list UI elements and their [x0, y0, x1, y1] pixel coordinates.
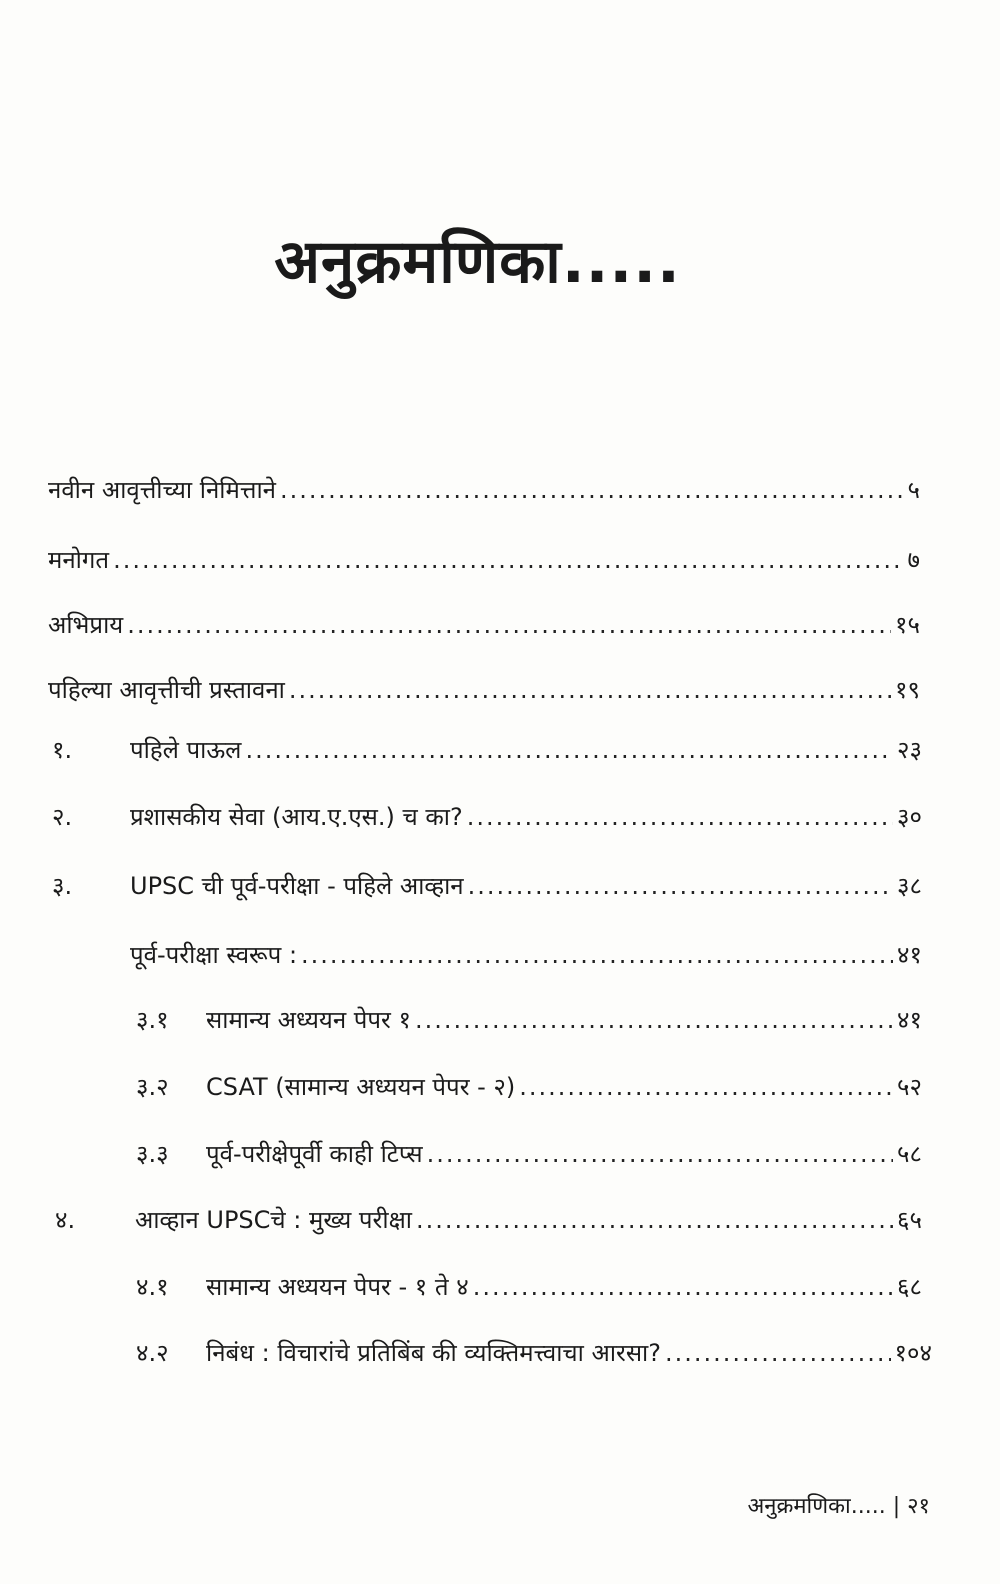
toc-entry-label: पहिले पाऊल	[130, 736, 242, 764]
toc-leader-dots	[519, 1067, 893, 1107]
toc-entry-number: ३.१	[136, 1006, 169, 1034]
toc-leader-dots	[416, 1200, 893, 1240]
toc-entry-page: २३	[897, 736, 922, 764]
toc-leader-dots	[427, 1134, 893, 1174]
toc-entry-page: ६८	[897, 1273, 922, 1301]
toc-leader-dots	[289, 670, 891, 710]
toc-entry-number: १.	[52, 736, 73, 764]
toc-leader-dots	[127, 605, 891, 645]
toc-entry[interactable]	[136, 1000, 922, 1040]
toc-entry-label: पहिल्या आवृत्तीची प्रस्तावना	[48, 676, 285, 704]
toc-entry-label: मनोगत	[48, 546, 110, 574]
toc-entry-page: ७	[907, 546, 920, 574]
toc-entry-page: ४१	[897, 941, 922, 969]
footer-page-number: २१	[907, 1494, 930, 1519]
toc-entry[interactable]	[136, 1134, 922, 1174]
toc-entry-label: सामान्य अध्ययन पेपर १	[206, 1006, 411, 1034]
toc-entry-number: ४.	[55, 1206, 76, 1234]
toc-entry-number: २.	[52, 803, 73, 831]
toc-entry-page: ६५	[897, 1206, 922, 1234]
toc-leader-dots	[245, 730, 893, 770]
footer-title: अनुक्रमणिका.....	[747, 1494, 886, 1519]
toc-entry[interactable]	[52, 866, 922, 906]
toc-entry[interactable]	[136, 1333, 932, 1373]
toc-entry-number: ४.१	[136, 1273, 169, 1301]
toc-entry-number: ३.२	[136, 1073, 169, 1101]
toc-entry-label: नवीन आवृत्तीच्या निमित्ताने	[48, 476, 276, 504]
toc-entry-number: ३.	[52, 872, 73, 900]
page-title: अनुक्रमणिका.....	[274, 227, 681, 297]
toc-entry-label: पूर्व-परीक्षा स्वरूप :	[130, 941, 298, 969]
toc-entry[interactable]	[136, 1067, 922, 1107]
toc-entry-label: UPSC ची पूर्व-परीक्षा - पहिले आव्हान	[130, 872, 464, 900]
toc-entry-label: प्रशासकीय सेवा (आय.ए.एस.) च का?	[130, 803, 463, 831]
toc-entry[interactable]	[52, 730, 922, 770]
toc-entry-page: ५२	[897, 1073, 922, 1101]
toc-leader-dots	[468, 866, 893, 906]
toc-entry-page: १९	[895, 676, 920, 704]
toc-leader-dots	[280, 470, 904, 510]
toc-entry[interactable]	[48, 605, 920, 645]
toc-leader-dots	[301, 935, 893, 975]
toc-entry-page: ३८	[897, 872, 922, 900]
toc-entry-label: सामान्य अध्ययन पेपर - १ ते ४	[206, 1273, 469, 1301]
toc-leader-dots	[415, 1000, 893, 1040]
toc-entry-page: १०४	[894, 1339, 932, 1367]
toc-leader-dots	[113, 540, 903, 580]
toc-entry[interactable]	[130, 935, 922, 975]
toc-entry-page: ३०	[897, 803, 922, 831]
toc-entry-label: अभिप्राय	[48, 611, 124, 639]
toc-entry-number: ४.२	[136, 1339, 169, 1367]
toc-entry-label: पूर्व-परीक्षेपूर्वी काही टिप्स	[206, 1140, 423, 1168]
toc-entry[interactable]	[48, 540, 920, 580]
toc-leader-dots	[473, 1267, 893, 1307]
toc-leader-dots	[467, 797, 893, 837]
toc-entry-page: ५८	[897, 1140, 922, 1168]
toc-entry[interactable]	[48, 670, 920, 710]
toc-entry-label: आव्हान UPSCचे : मुख्य परीक्षा	[135, 1206, 413, 1234]
toc-entry[interactable]	[48, 470, 920, 510]
toc-entry-page: १५	[895, 611, 920, 639]
toc-entry[interactable]	[52, 797, 922, 837]
toc-entry-label: CSAT (सामान्य अध्ययन पेपर - २)	[206, 1073, 516, 1101]
toc-entry-number: ३.३	[136, 1140, 169, 1168]
toc-entry[interactable]	[136, 1267, 922, 1307]
toc-entry[interactable]	[55, 1200, 922, 1240]
toc-entry-page: ४१	[897, 1006, 922, 1034]
toc-entry-page: ५	[907, 476, 920, 504]
page-footer	[747, 1490, 930, 1520]
toc-leader-dots	[665, 1333, 891, 1373]
footer-separator: |	[892, 1494, 901, 1519]
toc-entry-label: निबंध : विचारांचे प्रतिबिंब की व्यक्तिमत्त्वाचा आरसा?	[206, 1339, 662, 1367]
